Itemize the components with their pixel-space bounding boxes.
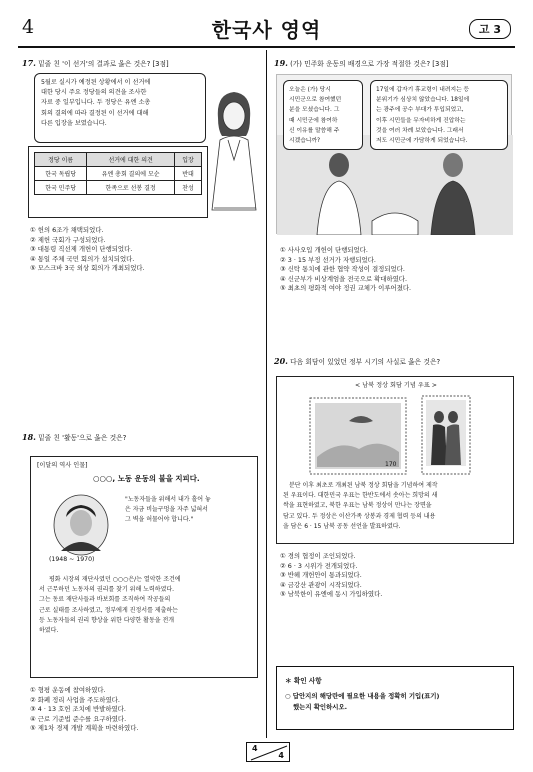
q18-option-3[interactable]: ③ 4 · 13 호헌 조치에 반발하였다.: [30, 705, 126, 714]
q19-host-bubble: [283, 80, 363, 150]
q17-passage-line: 회의 결의에 따라 결정된 이 선거에 대해: [41, 109, 149, 117]
q20-number: 20.: [274, 356, 288, 366]
q19-number: 19.: [274, 58, 288, 68]
q18-prompt-text: 밑줄 친 '활동'으로 옳은 것은?: [38, 434, 127, 442]
q19-option-5[interactable]: ⑤ 최초의 평화적 여야 정권 교체가 이루어졌다.: [280, 284, 412, 293]
q20-body-line: 싹을 표현하였고, 북한 우표는 남북 정상이 만나는 장면을: [283, 502, 432, 510]
q19-guest-line: 이후 시민들을 무자비하게 진압하는: [376, 117, 466, 124]
q18-quote-line: 그 벽을 허물어야 합니다.": [125, 516, 194, 524]
table-cell: 유엔 총회 결의에 모순: [87, 167, 175, 181]
table-header: 정당 이름: [35, 153, 87, 167]
section-title: 한국사 영역: [211, 18, 322, 42]
q17-passage-line: 5월로 실시가 예정된 상황에서 이 선거에: [41, 79, 151, 86]
q20-body-line: 분단 이후 최초로 개최된 남북 정상 회담을 기념하여 제작: [289, 482, 438, 489]
header-rule: [18, 46, 515, 48]
q18-quote: [125, 495, 255, 526]
table-header: 선거에 대한 의견: [87, 153, 175, 167]
q19-host-line: 오늘은 (가) 당시: [289, 87, 331, 93]
q19-interview-illustration: [277, 135, 513, 235]
page-indicator: [246, 742, 290, 762]
q18-option-2[interactable]: ② 화폐 정리 사업을 주도하였다.: [30, 695, 120, 704]
q18-body-line: 평화 시장의 재단사였던 ○○○은/는 열악한 조건에: [49, 576, 181, 583]
q20-body-line: 된 우표이다. 대한민국 우표는 한반도에서 솟아는 희망의 새: [283, 492, 438, 500]
q17-number: 17.: [22, 58, 36, 68]
q18-source-label: [이달의 역사 인물]: [37, 462, 88, 469]
q17-table-frame: [28, 146, 208, 218]
q17-prompt-text: 밑줄 친 '이 선거'의 결과로 옳은 것은? [3점]: [38, 60, 169, 68]
q19-option-3[interactable]: ③ 신탁 통치에 관한 협약 작성이 결정되었다.: [280, 265, 405, 274]
page-number: 4: [22, 16, 35, 38]
q18-quote-line: "노동자들을 위해서 내가 흘어 놓: [125, 496, 211, 503]
q17-passage-line: 자료 중 일부입니다. 두 정당은 유엔 소총: [41, 99, 151, 107]
q19-host-line: 때 시민군에 참여하: [289, 117, 338, 124]
q20-box-title: < 남북 정상 회담 기념 우표 >: [355, 382, 437, 389]
q19-guest-line: 분위기가 심상치 않았습니다. 18일에: [376, 97, 470, 104]
q18-figure-box: [30, 456, 258, 678]
q20-body: [283, 481, 511, 532]
table-cell: 한국 독립당: [35, 167, 87, 181]
q19-prompt: [274, 58, 519, 69]
q19-host-line: 분을 모셨습니다. 그: [289, 107, 340, 114]
q18-body-line: 하였다.: [39, 627, 59, 635]
q19-option-1[interactable]: ① 사사오입 개헌이 단행되었다.: [280, 246, 368, 254]
q20-options: [280, 552, 382, 600]
q18-body: [39, 575, 255, 636]
q18-body-line: 등 노동자들의 권리 향상을 위한 다양한 활동을 전개: [39, 616, 175, 624]
q20-north-stamp: [421, 395, 471, 475]
q18-number: 18.: [22, 432, 36, 442]
q17-option-1[interactable]: ① 헌의 6조가 채택되었다.: [30, 226, 104, 234]
table-row: [35, 167, 202, 181]
table-cell: 한족으로 선봉 결정: [87, 181, 175, 195]
q20-option-3[interactable]: ③ 반헤 개헌안이 통과되었다.: [280, 571, 362, 580]
q17-option-2[interactable]: ② 제헌 국회가 구성되었다.: [30, 235, 106, 244]
q18-body-line: 서 근무하던 노동자의 권리를 찾기 위해 노력하였다.: [39, 586, 175, 594]
q19-host-line: 시겠습니까?: [289, 138, 321, 145]
q19-prompt-text: (가) 민주화 운동의 배경으로 가장 적절한 것은? [3점]: [290, 60, 449, 68]
q17-options: [30, 226, 145, 274]
notice-box: [276, 666, 514, 730]
notice-line: ○ 답안지의 해당란에 필요한 내용을 정확히 기입(표기): [285, 692, 440, 700]
table-row: [35, 181, 202, 195]
q20-prompt-text: 다음 회담이 있었던 정부 시기의 사실로 옳은 것은?: [290, 358, 441, 366]
q19-host-line: 시민군으로 참여했던: [289, 97, 342, 104]
q20-stamp-box: [276, 376, 514, 544]
q18-body-line: 근로 실태를 조사하였고, 정부에게 진정서를 제출하는: [39, 606, 178, 614]
q19-option-2[interactable]: ② 3 · 15 부정 선거가 자행되었다.: [280, 255, 376, 264]
q17-passage-bubble: [34, 73, 206, 143]
q19-guest-line: 것을 여러 차례 보았습니다. 그래서: [376, 127, 464, 134]
q19-guest-bubble: [370, 80, 508, 150]
q19-guest-line: 는 광주에 공수 부대가 투입되었고,: [376, 107, 464, 114]
q19-option-4[interactable]: ④ 신군부가 비상계엄을 전국으로 확대하였다.: [280, 274, 408, 283]
q20-body-line: 을 담은 6 · 15 남북 공동 선언을 발표하였다.: [283, 522, 401, 530]
q17-presenter-illustration: [206, 80, 262, 220]
total-pages: 4: [278, 751, 284, 760]
table-cell: 찬성: [174, 181, 201, 195]
q19-guest-line: 17일에 갑자기 휴교령이 내려지는 등: [376, 87, 470, 93]
table-cell: 한국 민주당: [35, 181, 87, 195]
q18-option-5[interactable]: ⑤ 제1차 경제 개발 계획을 마련하였다.: [30, 724, 139, 733]
q20-prompt: [274, 356, 519, 367]
q20-option-1[interactable]: ① 경의 협정이 조인되었다.: [280, 552, 356, 560]
q20-option-2[interactable]: ② 6 · 3 시위가 전개되었다.: [280, 561, 358, 570]
q18-options: [30, 686, 138, 734]
q17-passage-line: 다른 입장을 보였습니다.: [41, 119, 107, 127]
q20-stamp-value: 170: [385, 461, 397, 468]
table-header: 입장: [174, 153, 201, 167]
column-divider: [266, 50, 267, 738]
notice-line: 했는지 확인하시오.: [293, 703, 348, 711]
q18-heading: ○○○, 노동 운동의 불을 지피다.: [93, 474, 200, 483]
q17-option-4[interactable]: ④ 통일 주체 국민 회의가 설치되었다.: [30, 254, 135, 263]
grade-badge: 고 3: [469, 19, 511, 39]
q17-prompt: [22, 58, 260, 69]
q19-host-line: 신 이유를 말씀해 주: [289, 127, 340, 134]
current-page: 4: [252, 744, 258, 753]
q18-portrait-photo: [51, 493, 111, 557]
q18-years: (1948 ~ 1970): [49, 556, 95, 563]
q17-passage-line: 대한 당시 주요 정당들의 의견을 조사한: [41, 89, 147, 97]
q19-guest-line: 저도 시민군에 가담하게 되었습니다.: [376, 138, 468, 145]
q17-party-table: [34, 152, 202, 195]
table-cell: 반대: [174, 167, 201, 181]
q20-option-5[interactable]: ⑤ 남북한이 유엔에 동시 가입하였다.: [280, 590, 383, 599]
q20-body-line: 담고 있다. 두 정상은 이산가족 상봉과 경제 협력 등의 내용: [283, 512, 436, 520]
q18-body-line: 그는 동료 재단사들과 바보회를 조직하여 작공들의: [39, 596, 171, 604]
q18-option-1[interactable]: ① 형평 운동에 참여하였다.: [30, 686, 106, 694]
q19-options: [280, 246, 411, 294]
notice-text: [285, 691, 439, 713]
q17-option-3[interactable]: ③ 대통령 직선제 개헌이 단행되었다.: [30, 245, 133, 254]
q17-option-5[interactable]: ⑤ 모스크바 3국 외상 회의가 개최되었다.: [30, 264, 145, 273]
q18-quote-line: 은 자금 비늘구멍을 자주 넓혀서: [125, 506, 208, 514]
notice-title: ＊ 확인 사항: [285, 677, 322, 685]
q20-option-4[interactable]: ④ 금강산 관광이 시작되었다.: [280, 580, 362, 589]
q18-option-4[interactable]: ④ 근로 기준법 준수를 요구하였다.: [30, 714, 127, 723]
q18-prompt: [22, 432, 260, 443]
